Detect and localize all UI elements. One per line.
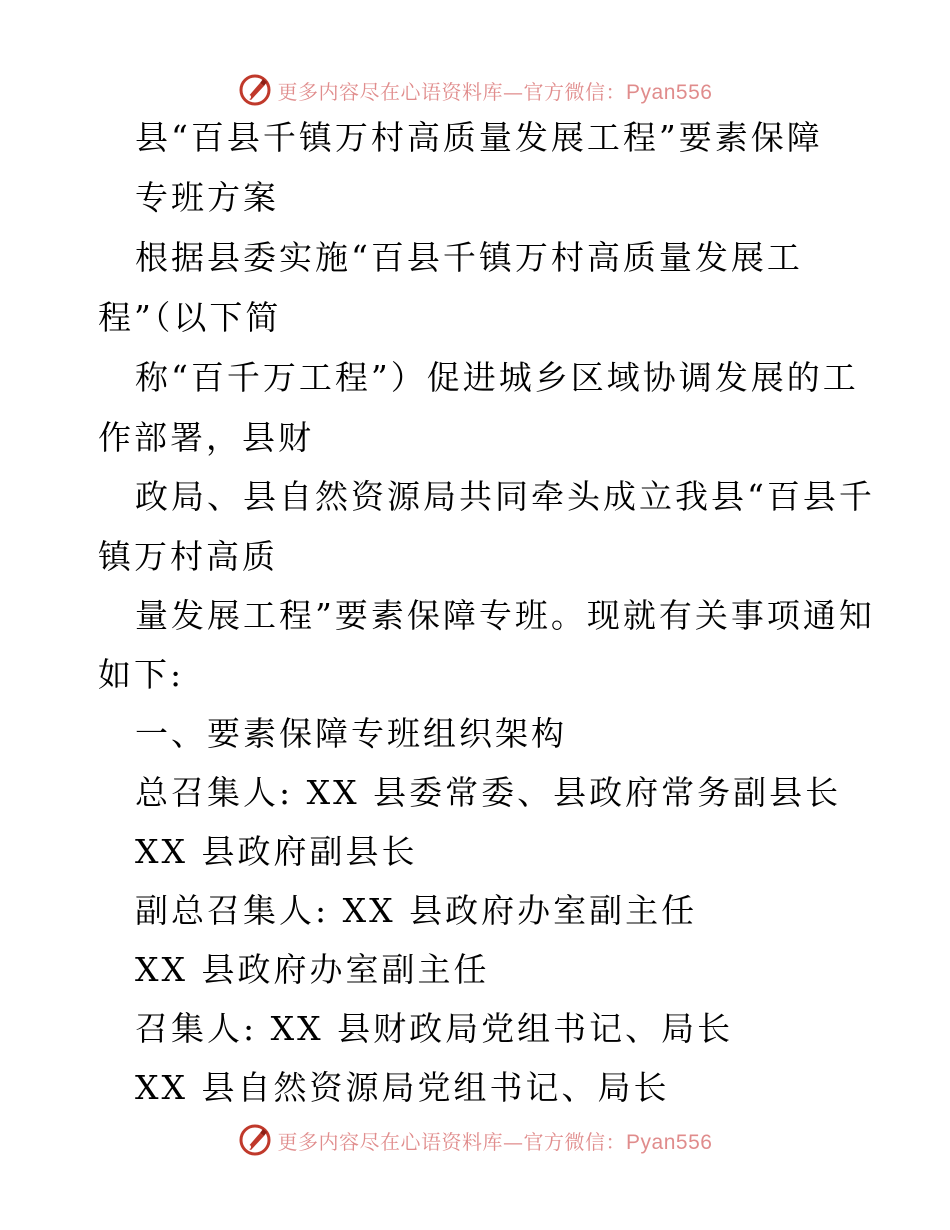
paragraph-line: 政局、县自然资源局共同牵头成立我县“百县千 xyxy=(135,477,875,516)
watermark-wechat-id: Pyan556 xyxy=(626,1130,713,1154)
org-member-line: XX 县自然资源局党组书记、局长 xyxy=(135,1068,670,1107)
watermark-wechat-id: Pyan556 xyxy=(626,80,713,104)
watermark-group xyxy=(238,73,713,107)
section-heading: 一、要素保障专班组织架构 xyxy=(135,714,567,753)
org-member-line: 召集人: XX 县财政局党组书记、局长 xyxy=(135,1009,734,1048)
org-member-line: XX 县政府办室副主任 xyxy=(135,950,490,989)
org-member-line: 副总召集人: XX 县政府办室副主任 xyxy=(135,891,698,930)
paragraph-line: 如下: xyxy=(98,655,185,694)
paragraph-line: 根据县委实施“百县千镇万村高质量发展工 xyxy=(135,238,803,277)
pen-seal-logo-icon xyxy=(238,1123,272,1157)
paragraph-line: 量发展工程”要素保障专班。现就有关事项通知 xyxy=(135,596,875,635)
watermark-text: 更多内容尽在心语资料库—官方微信：Pyan556 xyxy=(277,1129,713,1154)
doc-title-line-2: 专班方案 xyxy=(135,178,279,217)
paragraph-line: 程”（以下简 xyxy=(98,298,282,337)
doc-title-line-1: 县“百县千镇万村高质量发展工程”要素保障 xyxy=(135,118,823,157)
paragraph-line: 镇万村高质 xyxy=(98,537,278,576)
pen-seal-logo-icon xyxy=(238,73,272,107)
paragraph-line: 称“百千万工程”）促进城乡区域协调发展的工 xyxy=(135,358,859,397)
watermark-text: 更多内容尽在心语资料库—官方微信：Pyan556 xyxy=(277,79,713,104)
org-member-line: 总召集人: XX 县委常委、县政府常务副县长 xyxy=(135,773,842,812)
watermark-group xyxy=(238,1123,713,1157)
header-watermark xyxy=(0,70,950,110)
org-member-line: XX 县政府副县长 xyxy=(135,832,418,871)
footer-watermark xyxy=(0,1120,950,1160)
paragraph-line: 作部署，县财 xyxy=(98,418,314,457)
